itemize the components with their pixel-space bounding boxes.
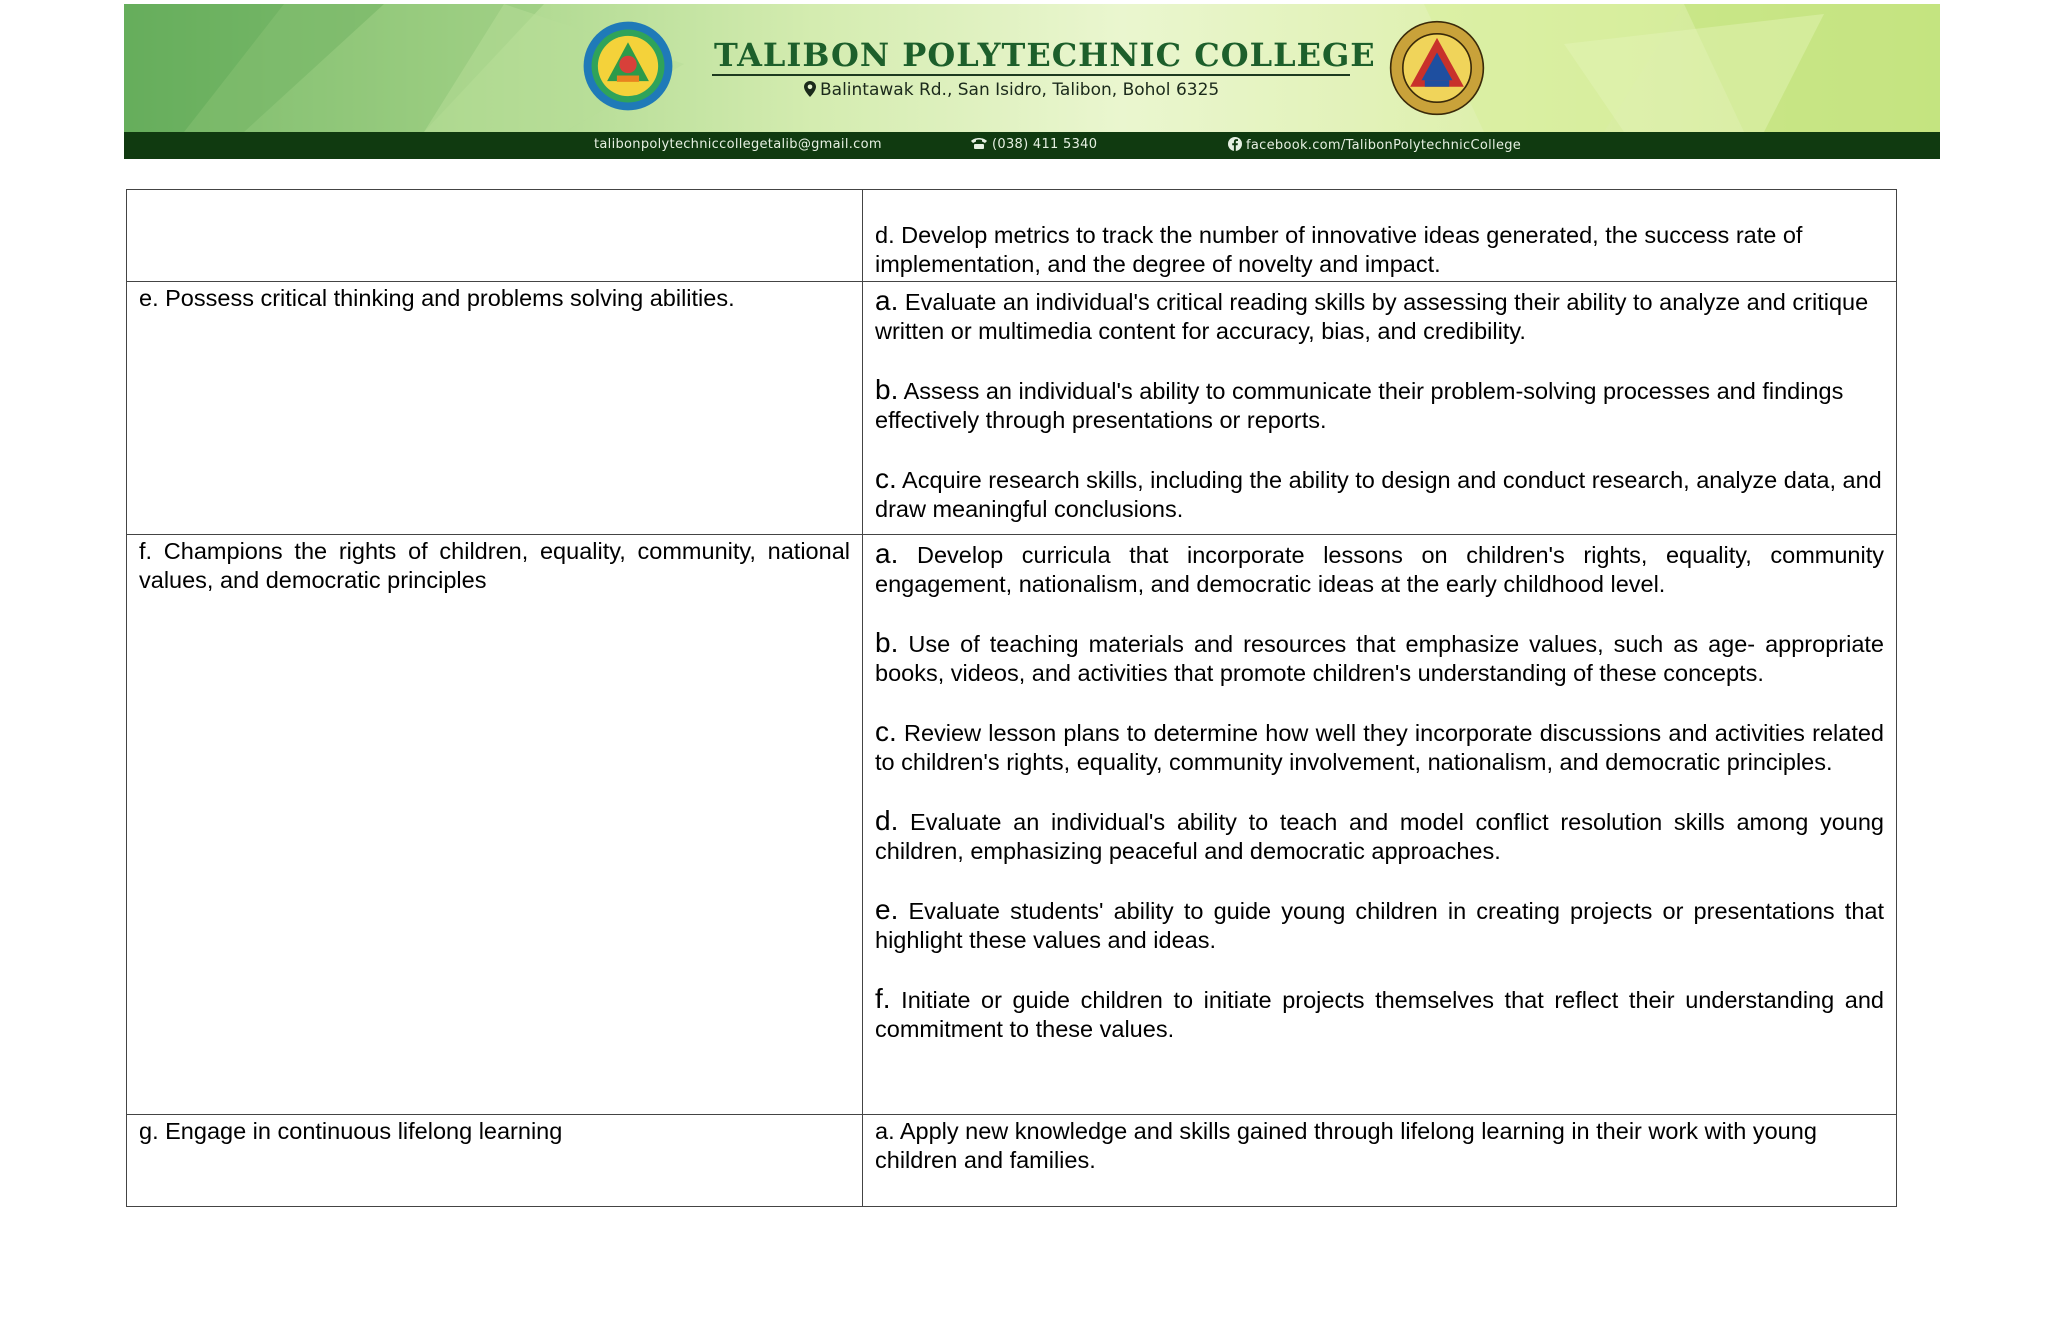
college-address	[804, 80, 1219, 100]
item-text: Apply new knowledge and skills gained through lifelong learning in their work with young children and families.	[875, 1118, 1817, 1173]
college-seal-icon	[570, 20, 686, 112]
item-letter: a.	[875, 1118, 895, 1144]
table-row	[127, 1115, 1897, 1207]
assessment-cell	[863, 190, 1897, 282]
contact-facebook	[1228, 137, 1521, 153]
letterhead-banner	[124, 4, 1940, 132]
contact-bar	[124, 132, 1940, 159]
outcome-text: e. Possess critical thinking and problems solving abilities.	[139, 285, 735, 311]
college-name: TALIBON POLYTECHNIC COLLEGE	[714, 36, 1376, 74]
item-letter: c.	[875, 716, 897, 747]
item-text: Develop curricula that incorporate lessons on children's rights, equality, community engagement, nationalism, and democratic ideas at the early childhood level.	[875, 542, 1884, 597]
municipality-seal-icon	[1378, 20, 1496, 116]
assessment-item	[875, 984, 1884, 1044]
assessment-item	[875, 1117, 1884, 1175]
assessment-item	[875, 895, 1884, 955]
item-letter: e.	[875, 894, 899, 925]
location-pin-icon	[804, 81, 816, 97]
table-row	[127, 535, 1897, 1115]
item-text: Develop metrics to track the number of innovative ideas generated, the success rate of implementation, and the degree of novelty and impact.	[875, 222, 1803, 277]
facebook-icon	[1228, 137, 1242, 151]
item-letter: a.	[875, 285, 899, 316]
assessment-item	[875, 539, 1884, 599]
phone-text: (038) 411 5340	[992, 137, 1098, 152]
item-text: Acquire research skills, including the ability to design and conduct research, analyze data, and draw meaningful conclusions.	[875, 467, 1882, 522]
outcome-cell	[127, 535, 863, 1115]
contact-email: talibonpolytechniccollegetalib@gmail.com	[594, 137, 882, 152]
item-text: Review lesson plans to determine how well they incorporate discussions and activities related to children's rights, equality, community involvement, nationalism, and democratic principles.	[875, 720, 1884, 775]
table-row	[127, 190, 1897, 282]
address-text: Balintawak Rd., San Isidro, Talibon, Bohol 6325	[820, 80, 1220, 100]
assessment-cell	[863, 1115, 1897, 1207]
outcome-cell	[127, 282, 863, 535]
item-text: Evaluate students' ability to guide young children in creating projects or presentations that highlight these values and ideas.	[875, 898, 1884, 953]
item-letter: d.	[875, 805, 899, 836]
facebook-text: facebook.com/TalibonPolytechnicCollege	[1246, 138, 1522, 153]
phone-icon	[970, 137, 988, 150]
assessment-item	[875, 806, 1884, 866]
item-letter: a.	[875, 538, 899, 569]
assessment-item	[875, 717, 1884, 777]
assessment-item	[875, 375, 1884, 435]
assessment-cell	[863, 282, 1897, 535]
item-text: Initiate or guide children to initiate projects themselves that reflect their understanding and commitment to these values.	[875, 987, 1884, 1042]
outcome-text: f. Champions the rights of children, equality, community, national values, and democratic principles	[139, 538, 850, 593]
item-text: Evaluate an individual's ability to teach and model conflict resolution skills among young children, emphasizing peaceful and democratic approaches.	[875, 809, 1884, 864]
assessment-cell	[863, 535, 1897, 1115]
item-text: Use of teaching materials and resources that emphasize values, such as age- appropriate books, videos, and activities that promote children's understanding of these concepts.	[875, 631, 1884, 686]
item-letter: c.	[875, 463, 897, 494]
assessment-item	[875, 286, 1884, 346]
title-underline	[712, 74, 1350, 76]
assessment-item	[875, 464, 1884, 524]
assessment-item	[875, 628, 1884, 688]
table-row	[127, 282, 1897, 535]
item-letter: b.	[875, 627, 899, 658]
item-text: Evaluate an individual's critical reading skills by assessing their ability to analyze and critique written or multimedia content for accuracy, bias, and credibility.	[875, 289, 1869, 344]
item-letter: b.	[875, 374, 899, 405]
outcome-cell	[127, 1115, 863, 1207]
assessment-item	[875, 221, 1884, 279]
outcome-text: g. Engage in continuous lifelong learning	[139, 1118, 563, 1144]
outcome-cell	[127, 190, 863, 282]
item-text: Assess an individual's ability to communicate their problem-solving processes and findings effectively through presentations or reports.	[875, 378, 1844, 433]
outcomes-assessment-table	[126, 189, 1897, 1207]
item-letter: f.	[875, 983, 891, 1014]
item-letter: d.	[875, 222, 895, 248]
contact-phone	[970, 137, 1097, 152]
